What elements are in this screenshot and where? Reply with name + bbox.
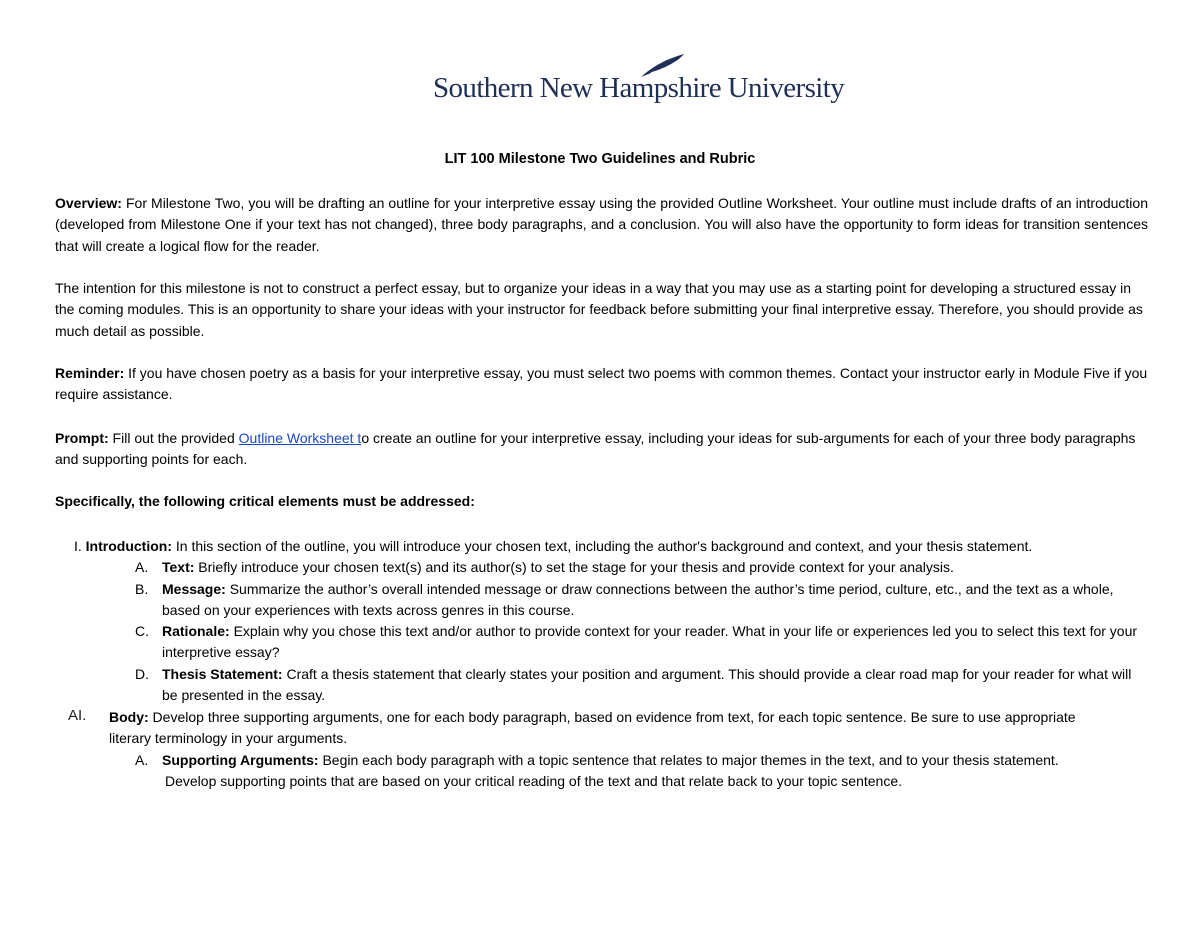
reminder-text: If you have chosen poetry as a basis for your interpretive essay, you must select two poems with common themes. Contact your instructor early in Module Five if you require assistance. xyxy=(55,365,1148,403)
section-number: I. xyxy=(74,538,82,554)
list-item xyxy=(135,621,1150,664)
overview-text: For Milestone Two, you will be drafting an outline for your interpretive essay using the provided Outline Worksheet. Your outline must include drafts of an introduction (developed from Milestone One if your text has not changed), three body paragraphs, and a conclusion. You will also have the opportunity to form ideas for transition sentences that will create a logical flow for the reader. xyxy=(55,195,1148,254)
section-introduction xyxy=(74,536,1154,557)
item-text: Craft a thesis statement that clearly states your position and argument. This should provide a clear road map for your reader for what will be presented in the essay. xyxy=(162,666,1132,704)
prompt-label: Prompt: xyxy=(55,430,109,446)
item-label: Supporting Arguments: xyxy=(162,752,319,768)
item-letter: A. xyxy=(135,559,149,575)
item-label: Text: xyxy=(162,559,195,575)
item-letter: D. xyxy=(135,666,149,682)
item-text: Briefly introduce your chosen text(s) and its author(s) to set the stage for your thesis and provide context for your analysis. xyxy=(194,559,954,575)
section-label: Introduction: xyxy=(85,538,172,554)
section-body xyxy=(109,707,1109,750)
item-label: Thesis Statement: xyxy=(162,666,283,682)
overview-paragraph xyxy=(55,193,1148,257)
list-item xyxy=(135,750,1075,793)
list-item xyxy=(135,664,1135,707)
page-title: LIT 100 Milestone Two Guidelines and Rubric xyxy=(444,151,756,167)
prompt-text-before: Fill out the provided xyxy=(108,430,239,446)
reminder-paragraph xyxy=(55,363,1148,406)
item-text: Begin each body paragraph with a topic sentence that relates to major themes in the text, and to your thesis statement. xyxy=(318,752,1059,768)
prompt-text-after: o create an outline for your interpretive essay, including your ideas for sub-arguments for each of your three body paragraphs and supporting points for each. xyxy=(55,430,1136,468)
list-item xyxy=(135,579,1145,622)
list-item xyxy=(135,557,1155,578)
university-logo xyxy=(433,52,845,107)
item-extra-text: Develop supporting points that are based on your critical reading of the text and that relate back to your topic sentence. xyxy=(165,773,903,790)
section-text: Develop three supporting arguments, one for each body paragraph, based on evidence from text, for each topic sentence. Be sure to use appropriate literary terminology in your arguments. xyxy=(109,709,1076,747)
outline-worksheet-link[interactable]: Outline Worksheet t xyxy=(238,430,362,446)
section-marker: AI. xyxy=(68,707,87,724)
item-letter: B. xyxy=(135,581,149,597)
prompt-paragraph xyxy=(55,428,1148,471)
reminder-label: Reminder: xyxy=(55,365,125,381)
logo-wordmark: Southern New Hampshire University xyxy=(433,72,845,104)
item-letter: A. xyxy=(135,752,149,768)
item-text: Summarize the author’s overall intended message or draw connections between the author’s time period, culture, etc., and the text as a whole, based on your experiences with texts across genres in this course. xyxy=(162,581,1114,619)
critical-elements-heading: Specifically, the following critical elements must be addressed: xyxy=(55,493,475,509)
section-label: Body: xyxy=(109,709,149,725)
item-label: Rationale: xyxy=(162,623,230,639)
section-text: In this section of the outline, you will introduce your chosen text, including the author's background and context, and your thesis statement. xyxy=(171,538,1033,554)
item-letter: C. xyxy=(135,623,149,639)
intention-paragraph: The intention for this milestone is not to construct a perfect essay, but to organize your ideas in a way that you may use as a starting point for developing a structured essay in the coming modules. This is an opportunity to share your ideas with your instructor for feedback before submitting your final interpretive essay. Therefore, you should provide as much detail as possible. xyxy=(55,280,1143,339)
item-label: Message: xyxy=(162,581,226,597)
item-text: Explain why you chose this text and/or author to provide context for your reader. What in your life or experiences led you to select this text for your interpretive essay? xyxy=(162,623,1138,661)
overview-label: Overview: xyxy=(55,195,122,211)
